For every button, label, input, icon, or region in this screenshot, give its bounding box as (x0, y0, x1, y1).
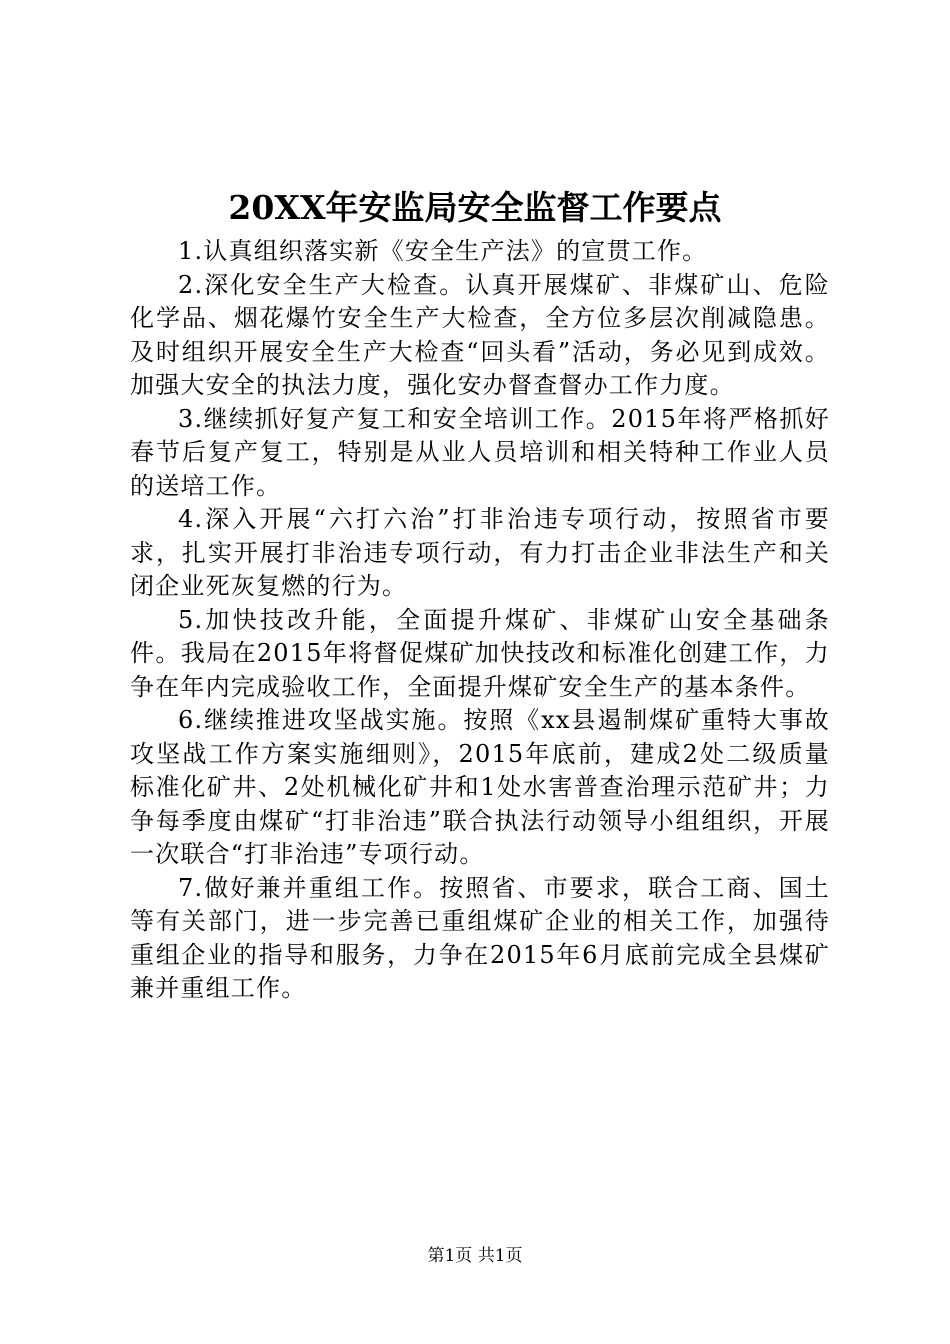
paragraph-item-6: 6.继续推进攻坚战实施。按照《xx县遏制煤矿重特大事故攻坚战工作方案实施细则》，2015年底前，建成2处二级质量标准化矿井、2处机械化矿井和1处水害普查治理示范矿井；力争每季度由煤矿“打非治违”联合执法行动领导小组组织，开展一次联合“打非治违”专项行动。 (130, 706, 830, 868)
document-title: 20XX年安监局安全监督工作要点 (228, 188, 722, 227)
document-body (130, 235, 830, 1006)
paragraph-item-3: 3.继续抓好复产复工和安全培训工作。2015年将严格抓好春节后复产复工，特别是从业人员培训和相关特种工作业人员的送培工作。 (130, 404, 830, 500)
paragraph-item-2: 2.深化安全生产大检查。认真开展煤矿、非煤矿山、危险化学品、烟花爆竹安全生产大检查，全方位多层次削减隐患。及时组织开展安全生产大检查“回头看”活动，务必见到成效。加强大安全的执法力度，强化安办督查督办工作力度。 (130, 270, 830, 399)
paragraph-item-1: 1.认真组织落实新《安全生产法》的宣贯工作。 (178, 237, 708, 265)
paragraph-item-7: 7.做好兼并重组工作。按照省、市要求，联合工商、国土等有关部门，进一步完善已重组煤矿企业的相关工作，加强待重组企业的指导和服务，力争在2015年6月底前完成全县煤矿兼并重组工作。 (130, 873, 830, 1002)
paragraph-item-5: 5.加快技改升能，全面提升煤矿、非煤矿山安全基础条件。我局在2015年将督促煤矿加快技改和标准化创建工作，力争在年内完成验收工作，全面提升煤矿安全生产的基本条件。 (130, 605, 830, 701)
page-footer: 第1页 共1页 (427, 1246, 523, 1266)
paragraph-item-4: 4.深入开展“六打六治”打非治违专项行动，按照省市要求，扎实开展打非治违专项行动，有力打击企业非法生产和关闭企业死灰复燃的行为。 (130, 505, 830, 600)
